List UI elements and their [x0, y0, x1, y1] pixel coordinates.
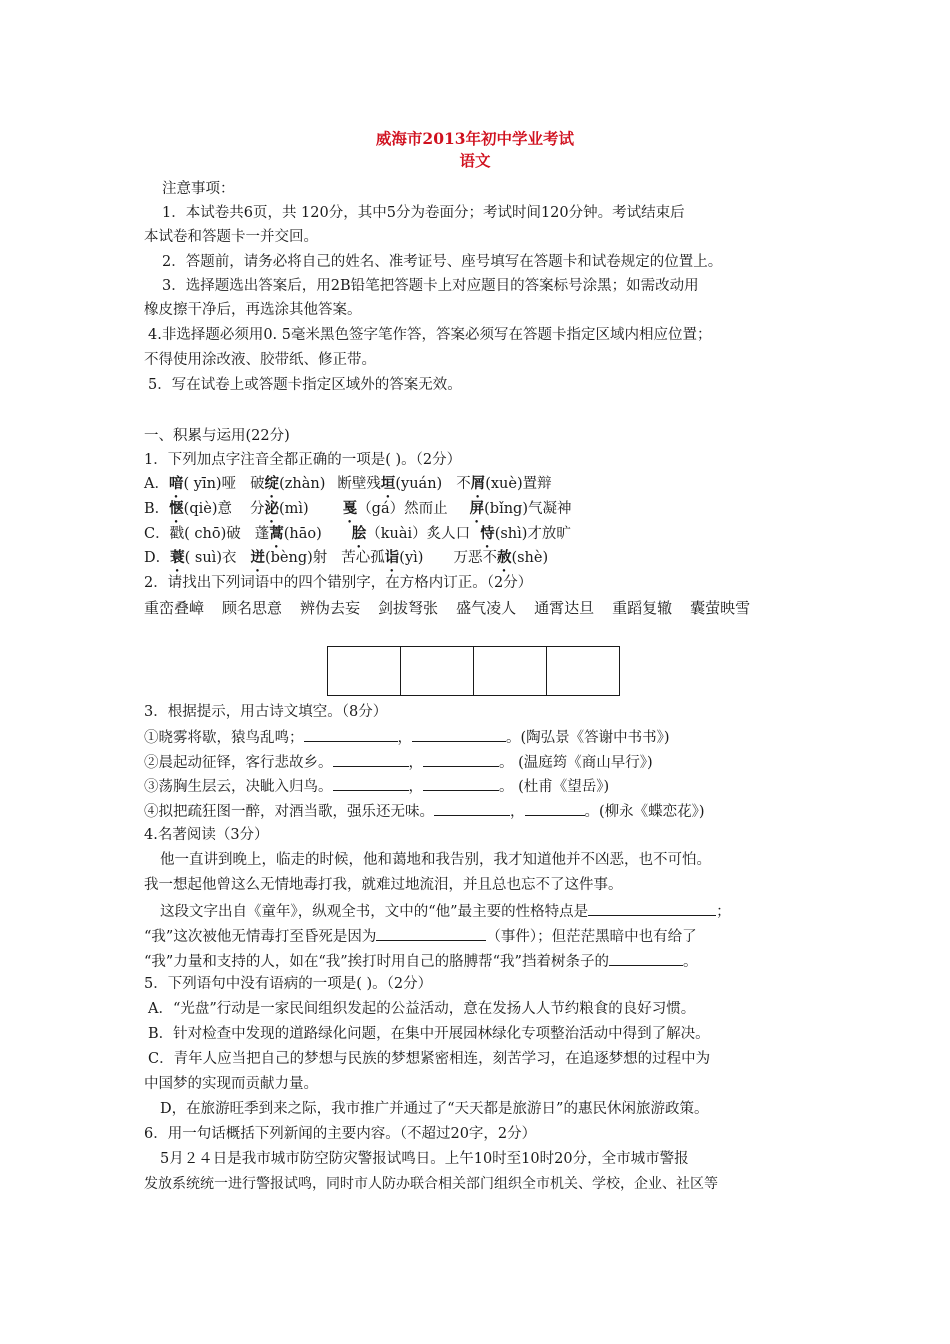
correction-cell[interactable] [328, 647, 401, 696]
source: 。(柳永《蝶恋花》) [584, 804, 705, 820]
q6-news-2: 发放系统统一进行警报试鸣，同时市人防办联合相关部门组织全市机关、学校，企业、社区等 [144, 1176, 718, 1192]
section-heading: 一、积累与运用(22分) [144, 428, 290, 444]
dotted-char: 诣 [384, 549, 400, 566]
q1-option-c [144, 524, 571, 551]
q6-news-1: 5月２４日是我市城市防空防灾警报试鸣日。上午10时至10时20分，全市城市警报 [160, 1151, 689, 1167]
word-item: 囊萤映雪 [690, 599, 751, 617]
word-item: 重峦叠嶂 [144, 599, 205, 617]
pinyin: ( suì)衣 [184, 550, 237, 566]
poem-text: ④拟把疏狂图一醉，对酒当歌，强乐还无味。 [144, 804, 434, 820]
q4-stem: 4.名著阅读（3分） [144, 827, 269, 843]
q4-question-2 [144, 925, 697, 947]
word-item: 盛气凌人 [456, 599, 517, 617]
pinyin: (bǐng)气凝神 [484, 501, 572, 517]
notice-line-5: 橡皮擦干净后，再选涂其他答案。 [144, 302, 362, 318]
source: 。(陶弘景《答谢中书书》) [506, 730, 670, 746]
source: 。 (温庭筠《商山早行》) [499, 755, 653, 771]
q1-option-a [144, 474, 552, 501]
correction-cell[interactable] [401, 647, 474, 696]
pinyin: （gá）然而止 [357, 501, 448, 517]
q3-line-3 [144, 775, 609, 797]
notice-line-4: 3．选择题选出答案后，用2B铅笔把答题卡上对应题目的答案标号涂黑；如需改动用 [162, 278, 699, 294]
question-text: 这段文字出自《童年》，纵观全书，文中的“他”最主要的性格特点是 [160, 904, 589, 920]
question-text: （事件）；但茫茫黑暗中也有给了 [486, 929, 697, 945]
comma: ， [397, 730, 412, 746]
answer-blank[interactable] [333, 751, 409, 767]
q1-stem: 1．下列加点字注音全都正确的一项是( )。（2分） [144, 452, 462, 468]
punct: ； [716, 904, 731, 920]
q4-question-3 [144, 950, 697, 972]
dotted-char: 蒿 [269, 525, 284, 542]
answer-blank[interactable] [525, 800, 585, 816]
pinyin: (bèng)射 [264, 550, 328, 566]
notice-line-8: 5．写在试卷上或答题卡指定区域外的答案无效。 [148, 377, 462, 393]
pinyin: (mì) [278, 501, 309, 517]
word-item: 重蹈复辙 [612, 599, 673, 617]
poem-text: ②晨起动征铎，客行悲故乡。 [144, 755, 333, 771]
word-item: 辨伪去妄 [300, 599, 361, 617]
q3-stem: 3．根据提示，用古诗文填空。（8分） [144, 704, 388, 720]
answer-blank[interactable] [333, 775, 409, 791]
word: 戳( chō)破 [169, 526, 241, 542]
dotted-char: 赦 [496, 549, 512, 566]
q1-option-b [144, 499, 571, 526]
pinyin: ( yīn)哑 [183, 476, 237, 492]
notice-line-6: 4.非选择题必须用0. 5毫米黑色签字笔作答，答案必须写在答题卡指定区域内相应位置； [148, 327, 712, 343]
notice-heading: 注意事项： [162, 181, 235, 197]
pinyin: (xuè)置辩 [485, 476, 552, 492]
q5-option-b: B．针对检查中发现的道路绿化问题，在集中开展园林绿化专项整治活动中得到了解决。 [148, 1026, 710, 1042]
q3-line-4 [144, 800, 705, 822]
q4-passage-1: 他一直讲到晚上，临走的时候，他和蔼地和我告别，我才知道他并不凶恶，也不可怕。 [160, 852, 711, 868]
question-text: “我”力量和支持的人，如在“我”挨打时用自己的胳膊帮“我”挡着树条子的 [144, 954, 609, 970]
word-part: 断壁残 [337, 476, 381, 492]
notice-line-7: 不得使用涂改液、胶带纸、修正带。 [144, 352, 376, 368]
q4-question-1 [160, 900, 731, 922]
q1-option-d [144, 548, 548, 575]
q3-line-2 [144, 751, 653, 773]
option-label: D． [144, 550, 171, 566]
notice-line-1: 1．本试卷共6页，共 120分，其中5分为卷面分；考试时间120分钟。考试结束后 [162, 205, 685, 221]
word-part: 破 [250, 476, 265, 492]
poem-text: ③荡胸生层云，决眦入归鸟。 [144, 779, 333, 795]
dotted-char: 垣 [380, 475, 396, 492]
dotted-char: 戛 [342, 500, 358, 517]
comma: ， [510, 804, 525, 820]
dotted-char: 绽 [264, 475, 280, 492]
correction-grid [327, 646, 620, 696]
word-item: 通霄达旦 [534, 599, 595, 617]
dotted-char: 脍 [351, 525, 367, 542]
q5-option-c: C．青年人应当把自己的梦想与民族的梦想紧密相连，刻苦学习，在追逐梦想的过程中为 [148, 1051, 711, 1067]
option-label: C． [144, 526, 170, 542]
punct: 。 [682, 954, 698, 970]
correction-cell[interactable] [474, 647, 547, 696]
q5-option-a: A．“光盘”行动是一家民间组织发起的公益活动，意在发扬人人节约粮食的良好习惯。 [148, 1001, 696, 1017]
dotted-char: 泌 [264, 500, 279, 517]
word-item: 剑拔弩张 [378, 599, 439, 617]
q4-passage-2: 我一想起他曾这么无情地毒打我，就难过地流泪，并且总也忘不了这件事。 [144, 877, 623, 893]
pinyin: (yuán) [395, 476, 443, 492]
answer-blank[interactable] [423, 775, 499, 791]
correction-cell[interactable] [547, 647, 620, 696]
pinyin: (shì)才放旷 [494, 526, 571, 542]
comma: ， [408, 779, 423, 795]
q5-option-c-cont: 中国梦的实现而贡献力量。 [144, 1076, 318, 1092]
dotted-char: 迸 [250, 549, 265, 566]
dotted-char: 恃 [480, 525, 495, 542]
answer-blank[interactable] [609, 950, 683, 966]
word-item: 顾名思意 [222, 599, 283, 617]
answer-blank[interactable] [412, 726, 506, 742]
pinyin: (qiè)意 [183, 501, 232, 517]
option-label: B． [144, 501, 170, 517]
dotted-char: 喑 [168, 475, 184, 492]
source: 。 (杜甫《望岳》) [499, 779, 610, 795]
answer-blank[interactable] [304, 726, 398, 742]
dotted-char: 屑 [470, 475, 486, 492]
question-text: “我”这次被他无情毒打至昏死是因为 [144, 929, 377, 945]
word-part: 苦心孤 [341, 550, 385, 566]
word-part: 万恶不 [453, 550, 497, 566]
pinyin: (hāo) [283, 526, 322, 542]
word-part: 不 [456, 476, 471, 492]
option-label: A． [144, 476, 169, 492]
pinyin: (yì) [399, 550, 424, 566]
answer-blank[interactable] [376, 925, 486, 941]
q2-word-list [144, 598, 750, 618]
dotted-char: 惬 [169, 500, 184, 517]
q5-option-d: D，在旅游旺季到来之际，我市推广并通过了“天天都是旅游日”的惠民休闲旅游政策。 [160, 1101, 709, 1117]
pinyin: (shè) [511, 550, 549, 566]
notice-line-3: 2．答题前，请务必将自己的姓名、准考证号、座号填写在答题卡和试卷规定的位置上。 [162, 254, 723, 270]
dotted-char: 屏 [469, 500, 485, 517]
word-part: 分 [249, 501, 265, 517]
answer-blank[interactable] [588, 900, 716, 916]
comma: ， [408, 755, 423, 771]
exam-title: 威海市2013年初中学业考试 [375, 129, 575, 148]
poem-text: ①晓雾将歇，猿鸟乱鸣； [144, 730, 304, 746]
answer-blank[interactable] [434, 800, 510, 816]
q2-stem: 2．请找出下列词语中的四个错别字，在方格内订正。（2分） [144, 575, 533, 591]
notice-line-2: 本试卷和答题卡一并交回。 [144, 229, 318, 245]
q3-line-1 [144, 726, 670, 748]
word-part: 蓬 [254, 526, 270, 542]
pinyin: (zhàn) [279, 476, 326, 492]
answer-blank[interactable] [423, 751, 499, 767]
pinyin: （kuài）炙人口 [366, 526, 471, 542]
dotted-char: 蓑 [170, 549, 185, 566]
q5-stem: 5．下列语句中没有语病的一项是( )。（2分） [144, 976, 433, 992]
subject-title: 语文 [459, 151, 491, 170]
q6-stem: 6．用一句话概括下列新闻的主要内容。（不超过20字，2分） [144, 1126, 537, 1142]
